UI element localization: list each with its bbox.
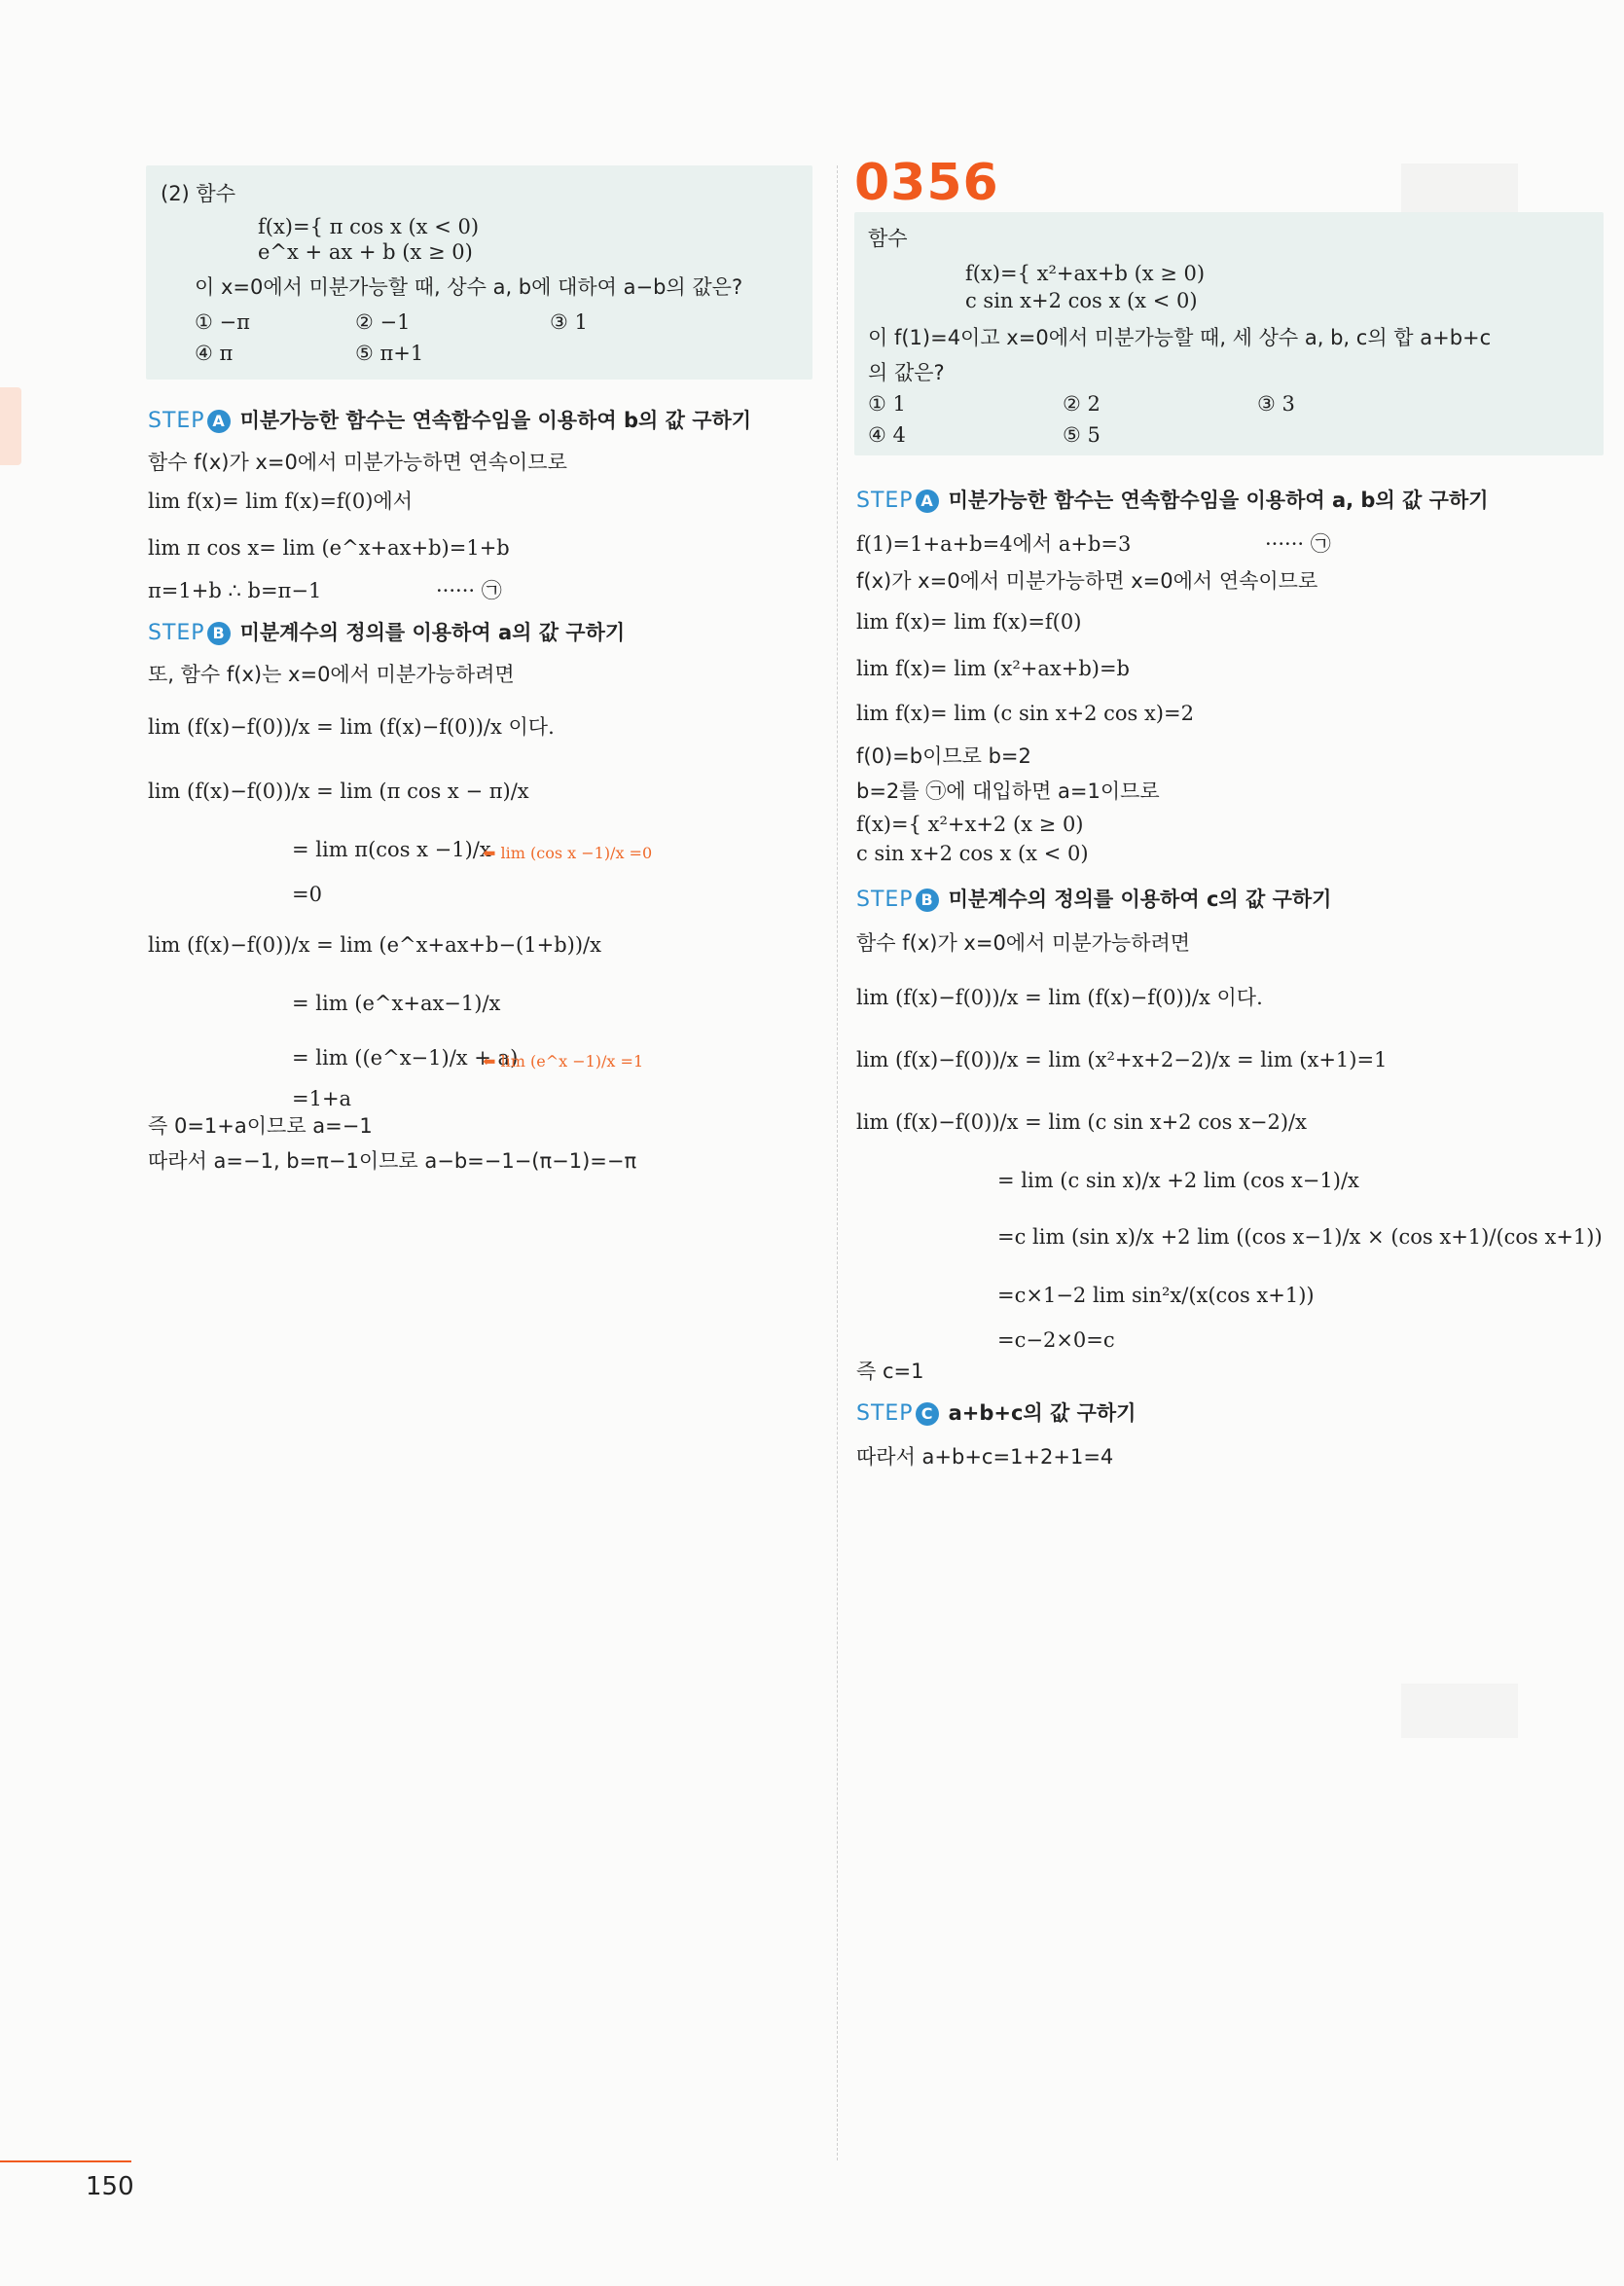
problem-intro: (2) 함수: [161, 182, 235, 205]
right-step-b-line-2: lim (f(x)−f(0))/x = lim (f(x)−f(0))/x 이다.: [856, 986, 1263, 1009]
step-b-conclusion: 따라서 a=−1, b=π−1이므로 a−b=−1−(π−1)=−π: [148, 1149, 637, 1173]
right-step-a-line-4: lim f(x)= lim (x²+ax+b)=b: [856, 657, 1130, 680]
step-b-letter: B: [207, 622, 231, 645]
right-step-c-title: a+b+c의 값 구하기: [948, 1401, 1137, 1425]
right-step-b-line-8: =c−2×0=c: [997, 1328, 1115, 1352]
page-number: 150: [86, 2172, 134, 2201]
right-step-a-line-7: b=2를 ㉠에 대입하면 a=1이므로: [856, 780, 1160, 803]
right-step-a-line-9: c sin x+2 cos x (x < 0): [856, 842, 1089, 865]
problem-number: 0356: [854, 154, 999, 212]
piecewise-line-1: f(x)={ π cos x (x < 0): [258, 215, 480, 238]
right-step-c-letter: C: [916, 1402, 939, 1426]
right-step-a-line-8: f(x)={ x²+x+2 (x ≥ 0): [856, 813, 1084, 836]
step-a-marker: ······ ㉠: [436, 579, 502, 602]
problem-question-right-1: 이 f(1)=4이고 x=0에서 미분가능할 때, 세 상수 a, b, c의 합 a+b+c: [868, 326, 1492, 349]
step-a-tag: STEP: [148, 409, 205, 433]
right-step-b-letter: B: [916, 889, 939, 912]
choice-right-4: ④ 4: [868, 423, 906, 447]
step-b-title: 미분계수의 정의를 이용하여 a의 값 구하기: [239, 621, 626, 644]
right-step-c-tag: STEP: [856, 1401, 914, 1426]
step-b-header: [148, 619, 625, 647]
right-step-c-line-1: 따라서 a+b+c=1+2+1=4: [856, 1445, 1114, 1469]
side-tab-marker: [0, 387, 21, 465]
right-step-a-tag: STEP: [856, 489, 914, 513]
choice-right-2: ② 2: [1063, 392, 1101, 416]
step-a-line-2: lim f(x)= lim f(x)=f(0)에서: [148, 490, 414, 513]
bleed-through-shape-3: [1401, 1684, 1518, 1738]
right-step-a-line-3: lim f(x)= lim f(x)=f(0): [856, 610, 1082, 634]
step-b-line-1: 또, 함수 f(x)는 x=0에서 미분가능하려면: [148, 663, 515, 686]
step-b-line-3: lim (f(x)−f(0))/x = lim (π cos x − π)/x: [148, 780, 529, 803]
right-step-b-line-1: 함수 f(x)가 x=0에서 미분가능하려면: [856, 931, 1191, 955]
choice-3: ③ 1: [550, 310, 588, 334]
right-step-b-title: 미분계수의 정의를 이용하여 c의 값 구하기: [948, 888, 1332, 911]
column-divider: [837, 165, 838, 2160]
choice-1: ① −π: [195, 310, 250, 334]
step-a-letter: A: [207, 410, 231, 433]
problem-question: 이 x=0에서 미분가능할 때, 상수 a, b에 대하여 a−b의 값은?: [195, 275, 743, 299]
right-step-a-title: 미분가능한 함수는 연속함수임을 이용하여 a, b의 값 구하기: [948, 489, 1489, 512]
right-step-b-line-6: =c lim (sin x)/x +2 lim ((cos x−1)/x × (cos x+1)/(cos x+1)): [997, 1225, 1603, 1249]
step-a-title: 미분가능한 함수는 연속함수임을 이용하여 b의 값 구하기: [239, 409, 752, 432]
step-b-line-8: = lim ((e^x−1)/x + a): [292, 1046, 519, 1070]
problem-box-left: [146, 165, 812, 380]
choice-4: ④ π: [195, 342, 234, 365]
right-step-b-tag: STEP: [856, 888, 914, 912]
step-b-line-7: = lim (e^x+ax−1)/x: [292, 992, 501, 1015]
right-step-a-line-1: f(1)=1+a+b=4에서 a+b=3: [856, 532, 1132, 556]
step-a-line-1: 함수 f(x)가 x=0에서 미분가능하면 연속이므로: [148, 451, 567, 474]
right-step-b-line-3: lim (f(x)−f(0))/x = lim (x²+x+2−2)/x = lim (x+1)=1: [856, 1048, 1388, 1071]
right-step-b-line-4: lim (f(x)−f(0))/x = lim (c sin x+2 cos x−2)/x: [856, 1110, 1307, 1134]
step-a-header: [148, 407, 751, 435]
piecewise-right-line-2: c sin x+2 cos x (x < 0): [965, 289, 1198, 312]
right-step-a-header: [856, 487, 1489, 515]
step-b-line-2: lim (f(x)−f(0))/x = lim (f(x)−f(0))/x 이다.: [148, 715, 555, 739]
right-step-b-line-7: =c×1−2 lim sin²x/(x(cos x+1)): [997, 1284, 1315, 1307]
choice-right-5: ⑤ 5: [1063, 423, 1101, 447]
choice-right-3: ③ 3: [1257, 392, 1295, 416]
right-step-a-line-5: lim f(x)= lim (c sin x+2 cos x)=2: [856, 702, 1194, 725]
step-b-tag: STEP: [148, 621, 205, 645]
right-step-b-line-9: 즉 c=1: [856, 1360, 924, 1383]
right-step-a-letter: A: [916, 490, 939, 513]
step-b-line-6: lim (f(x)−f(0))/x = lim (e^x+ax+b−(1+b))/x: [148, 933, 601, 957]
choice-right-1: ① 1: [868, 392, 906, 416]
right-step-c-header: [856, 1399, 1136, 1428]
page-number-rule: [0, 2160, 131, 2162]
step-b-line-9: =1+a: [292, 1087, 352, 1110]
step-b-note-1: ⬅ lim (cos x −1)/x =0: [483, 844, 653, 862]
right-step-a-line-2: f(x)가 x=0에서 미분가능하면 x=0에서 연속이므로: [856, 569, 1318, 593]
right-step-b-line-5: = lim (c sin x)/x +2 lim (cos x−1)/x: [997, 1169, 1359, 1192]
step-b-line-10: 즉 0=1+a이므로 a=−1: [148, 1114, 373, 1138]
problem-intro-right: 함수: [868, 227, 908, 250]
right-step-a-line-6: f(0)=b이므로 b=2: [856, 744, 1031, 768]
piecewise-line-2: e^x + ax + b (x ≥ 0): [258, 240, 473, 264]
step-b-line-5: =0: [292, 883, 322, 906]
step-a-line-4: π=1+b ∴ b=π−1: [148, 579, 322, 602]
problem-question-right-2: 의 값은?: [868, 361, 945, 384]
step-a-line-3: lim π cos x= lim (e^x+ax+b)=1+b: [148, 536, 510, 560]
right-step-a-marker: ······ ㉠: [1265, 532, 1331, 556]
piecewise-right-line-1: f(x)={ x²+ax+b (x ≥ 0): [965, 262, 1206, 285]
choice-2: ② −1: [355, 310, 411, 334]
right-step-b-header: [856, 886, 1331, 914]
bleed-through-shape-2: [1401, 163, 1518, 218]
step-b-note-2: ⬅ lim (e^x −1)/x =1: [483, 1052, 644, 1070]
choice-5: ⑤ π+1: [355, 342, 424, 365]
step-b-line-4: = lim π(cos x −1)/x: [292, 838, 491, 861]
